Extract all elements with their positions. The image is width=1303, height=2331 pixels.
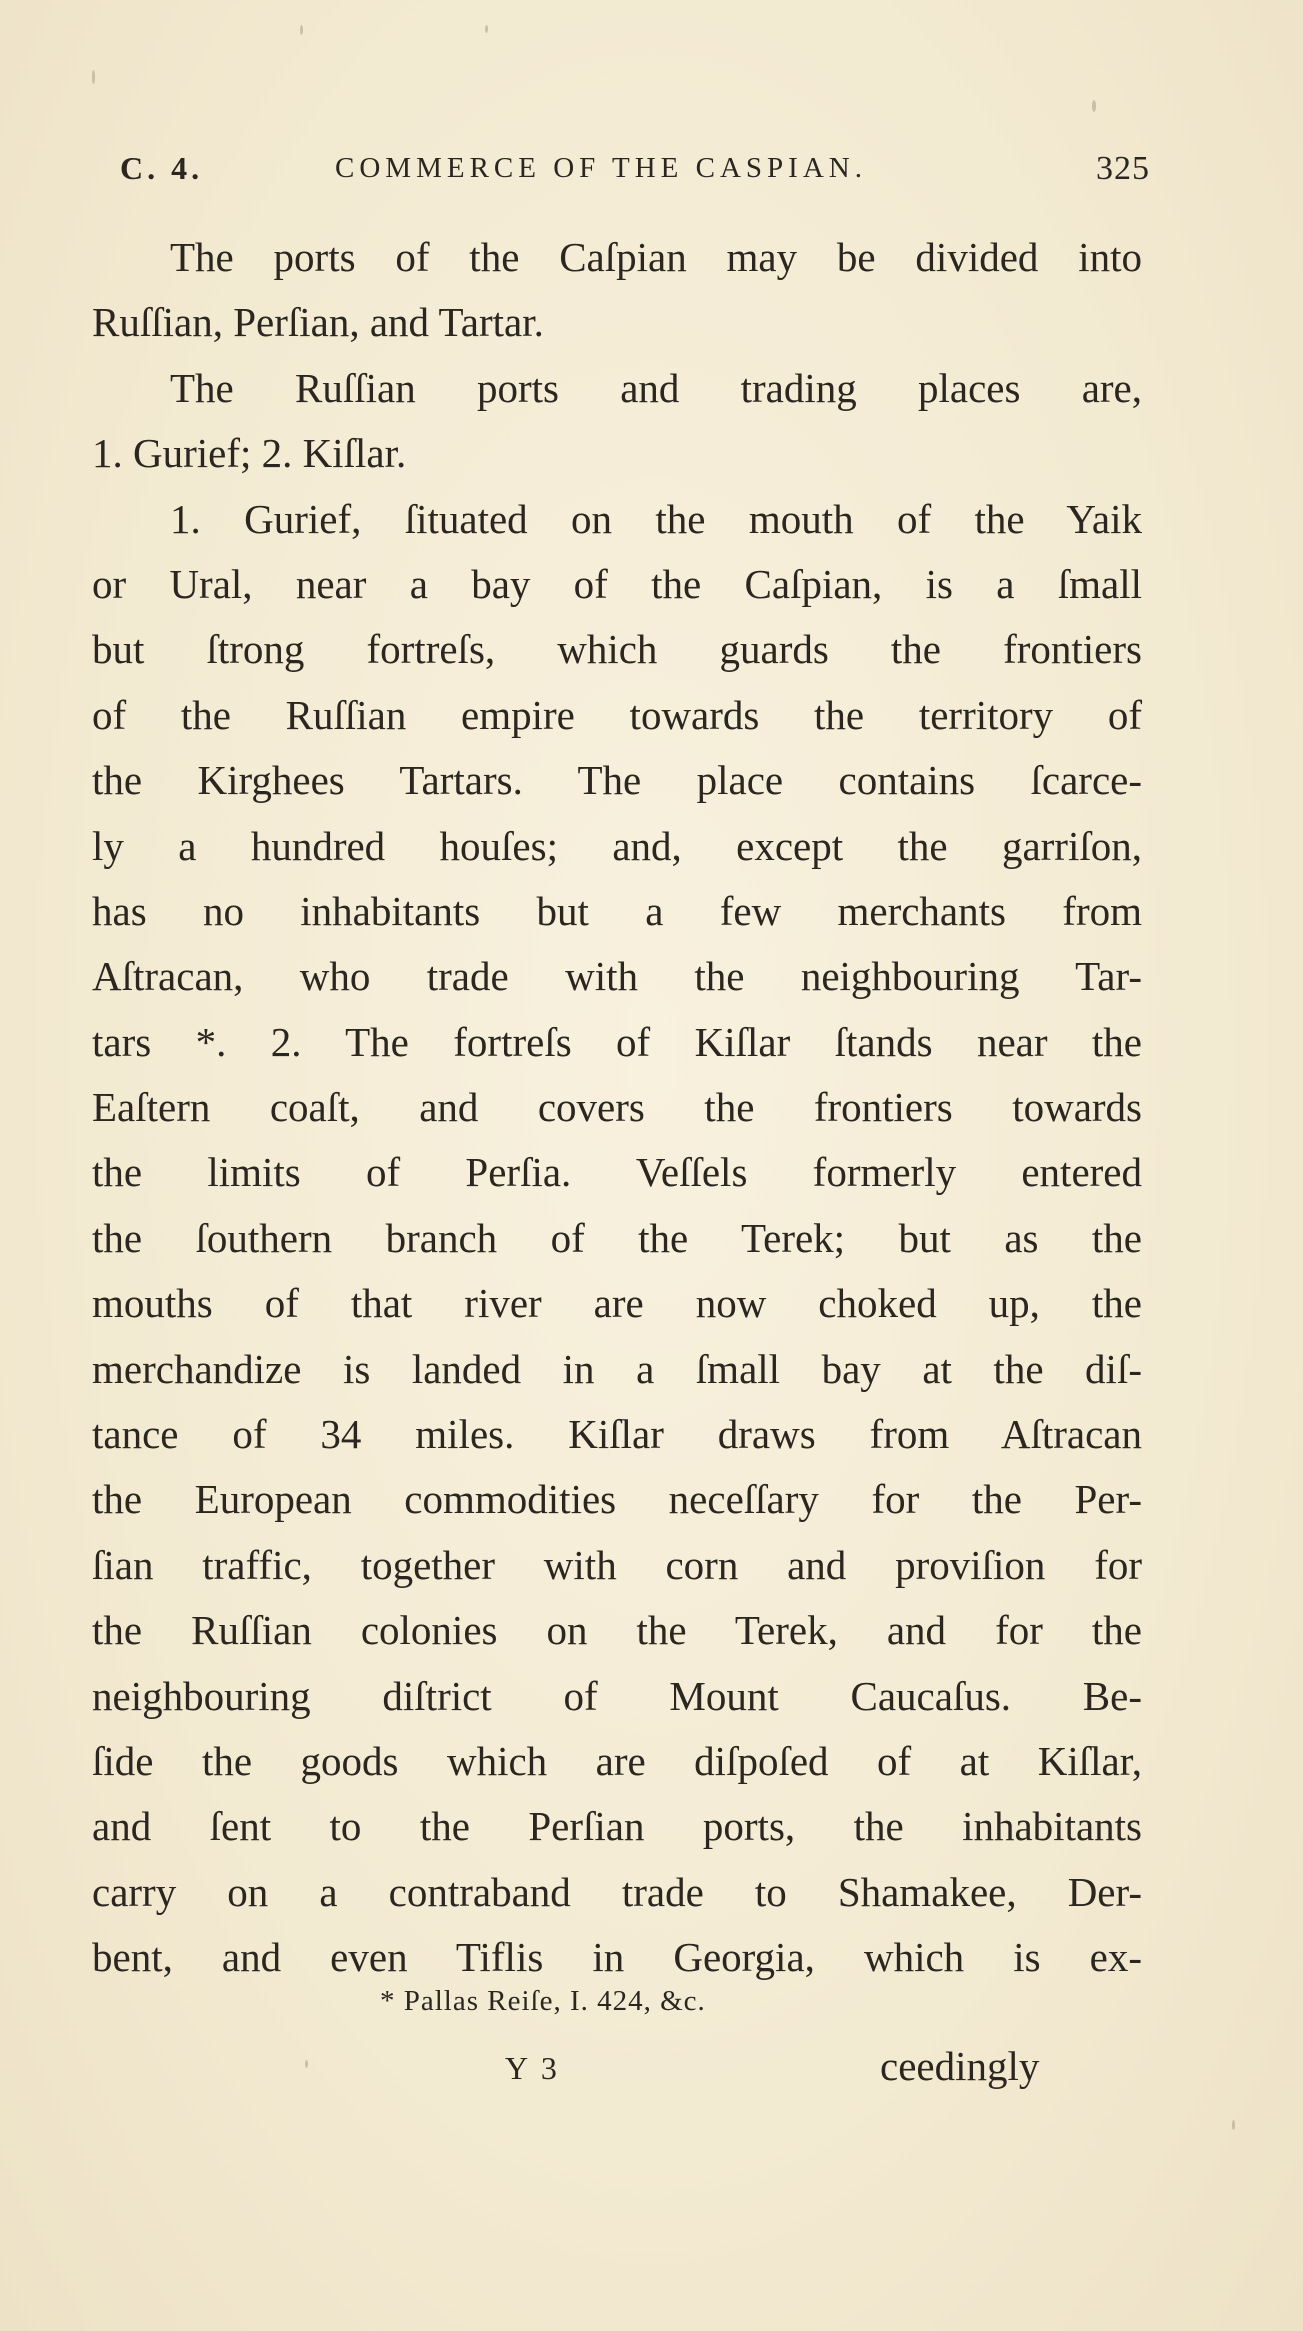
text-line: or Ural, near a bay of the Caſpian, is a ſmall (92, 560, 1142, 607)
text-line: The ports of the Caſpian may be divided into (170, 234, 1142, 280)
text-line: Ruſſian, Perſian, and Tartar. (92, 299, 544, 346)
text-line: bent, and even Tiflis in Georgia, which is ex- (92, 1934, 1142, 1981)
text-line: The Ruſſian ports and trading places are, (170, 364, 1142, 411)
catchword: ceedingly (880, 2043, 1040, 2089)
text-line: ſide the goods which are diſpoſed of at Kiſlar, (92, 1737, 1142, 1784)
text-line: and ſent to the Perſian ports, the inhabitants (92, 1803, 1142, 1850)
text-line: the ſouthern branch of the Terek; but as the (92, 1214, 1142, 1261)
signature-mark: Y 3 (505, 2050, 560, 2086)
text-line: the Kirghees Tartars. The place contains ſcarce- (92, 757, 1142, 804)
text-line: the limits of Perſia. Veſſels formerly entered (92, 1149, 1142, 1196)
body-text (92, 225, 1142, 1991)
running-title: COMMERCE OF THE CASPIAN. (335, 152, 867, 184)
paper-speck (1232, 2120, 1235, 2130)
paper-speck (92, 70, 95, 84)
text-line: mouths of that river are now choked up, the (92, 1280, 1142, 1327)
paper-speck (1092, 100, 1096, 112)
text-line: merchandize is landed in a ſmall bay at the diſ- (92, 1345, 1142, 1392)
text-line: but ſtrong fortreſs, which guards the frontiers (92, 626, 1142, 673)
text-line: of the Ruſſian empire towards the territory of (92, 691, 1142, 738)
paper-speck (305, 2060, 308, 2068)
text-line: neighbouring diſtrict of Mount Caucaſus. Be- (92, 1672, 1142, 1719)
text-line: has no inhabitants but a few merchants from (92, 887, 1142, 934)
text-line: the Ruſſian colonies on the Terek, and for the (92, 1607, 1142, 1654)
text-line: Aſtracan, who trade with the neighbouring Tar- (92, 953, 1142, 1000)
page-number: 325 (1096, 150, 1150, 187)
text-line: carry on a contraband trade to Shamakee, Der- (92, 1868, 1142, 1915)
text-line: Eaſtern coaſt, and covers the frontiers towards (92, 1084, 1142, 1131)
text-line: the European commodities neceſſary for the Per- (92, 1476, 1142, 1523)
paper-speck (485, 25, 488, 33)
text-line: 1. Gurief, ſituated on the mouth of the Yaik (170, 495, 1142, 542)
text-line: ly a hundred houſes; and, except the garriſon, (92, 822, 1142, 869)
footnote: * Pallas Reiſe, I. 424, &c. (380, 1985, 706, 2017)
paper-speck (300, 25, 303, 35)
running-head (120, 150, 1150, 210)
text-line: 1. Gurief; 2. Kiſlar. (92, 430, 407, 477)
chapter-number: C. 4. (120, 150, 204, 186)
text-line: ſian traffic, together with corn and proviſion for (92, 1541, 1142, 1588)
text-line: tance of 34 miles. Kiſlar draws from Aſtracan (92, 1411, 1142, 1458)
text-line: tars *. 2. The fortreſs of Kiſlar ſtands near the (92, 1018, 1142, 1065)
